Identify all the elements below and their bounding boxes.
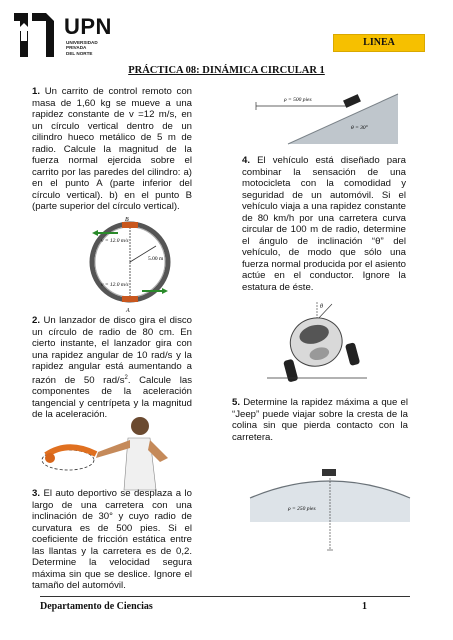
svg-text:5.00 m: 5.00 m <box>148 256 164 262</box>
svg-text:θ = 30°: θ = 30° <box>351 125 368 131</box>
problem-5-figure <box>250 462 410 554</box>
page-title: PRÁCTICA 08: DINÁMICA CIRCULAR 1 <box>128 65 325 76</box>
footer-department: Departamento de Ciencias <box>40 601 153 612</box>
line-badge: LINEA <box>333 34 425 52</box>
svg-text:B: B <box>125 217 129 223</box>
problem-1: 1. Un carrito de control remoto con masa de 1,60 kg se mueve a una rapidez constante de v =12 m/s, en un círculo vertical dentro de un cilindro hueco metálico de 5 m de radio. Calcule la magnitud de la fuerza normal ejercida sobre el carrito por las paredes del cilindro: a) en el punto A (parte inferior del círculo vertical). b) en el punto B (parte superior del círculo vertical). <box>32 86 192 212</box>
cart-bottom <box>122 296 138 302</box>
problem-4: 4. El vehículo está diseñado para combinar la sensación de una motocicleta con la comodidad y seguridad de un automóvil. Si el vehículo viaja a una rapidez constante de 80 km/h por una carretera curva circular de 100 m de radio, determine el ángulo de inclinación “θ” del vehículo, de modo que sólo una fuerza normal producida por el asiento actúe en el conductor. Ignore la estatura de éste. <box>242 155 406 293</box>
page-number: 1 <box>362 601 367 612</box>
svg-text:v = 12.0 m/s: v = 12.0 m/s <box>101 238 129 244</box>
problem-3: 3. El auto deportivo se desplaza a lo largo de una carretera con una inclinación de 30° y cuyo radio de curvatura es de 500 pies. Si el coeficiente de fricción estática entre las llantas y la carretera es de 0,2. Determine la velocidad segura máxima sin que se deslice. Ignore el tamaño del automóvil. <box>32 488 193 591</box>
svg-text:ρ = 250 pies: ρ = 250 pies <box>288 506 316 512</box>
problem-1-figure <box>58 217 203 314</box>
svg-text:A: A <box>126 308 130 314</box>
svg-text:v = 12.0 m/s: v = 12.0 m/s <box>101 282 129 288</box>
problem-4-figure <box>262 300 372 382</box>
svg-text:ρ = 500 pies: ρ = 500 pies <box>284 97 312 103</box>
problem-2-figure <box>38 410 186 490</box>
footer-divider <box>40 596 410 597</box>
problem-3-figure <box>248 84 398 144</box>
svg-text:θ: θ <box>320 304 323 310</box>
logo-subtitle: UNIVERSIDAD PRIVADA DEL NORTE <box>66 40 98 56</box>
logo-name: UPN <box>64 14 112 39</box>
problem-2: 2. Un lanzador de disco gira el disco un círculo de radio de 80 cm. En cierto instante, el lanzador gira con una rapidez angular de 10 rad/s y la rapidez angular está aumentando a razón de 50 rad/$s^2$. Calcule las componentes de la aceleración tangencial y centrípeta y la magnitud de la aceleración. <box>32 315 192 421</box>
upn-logo-icon <box>14 13 54 57</box>
problem-5: 5. Determine la rapidez máxima a que el “Jeep” puede viajar sobre la cresta de la colina sin que pierda contacto con la carretera. <box>232 397 408 443</box>
